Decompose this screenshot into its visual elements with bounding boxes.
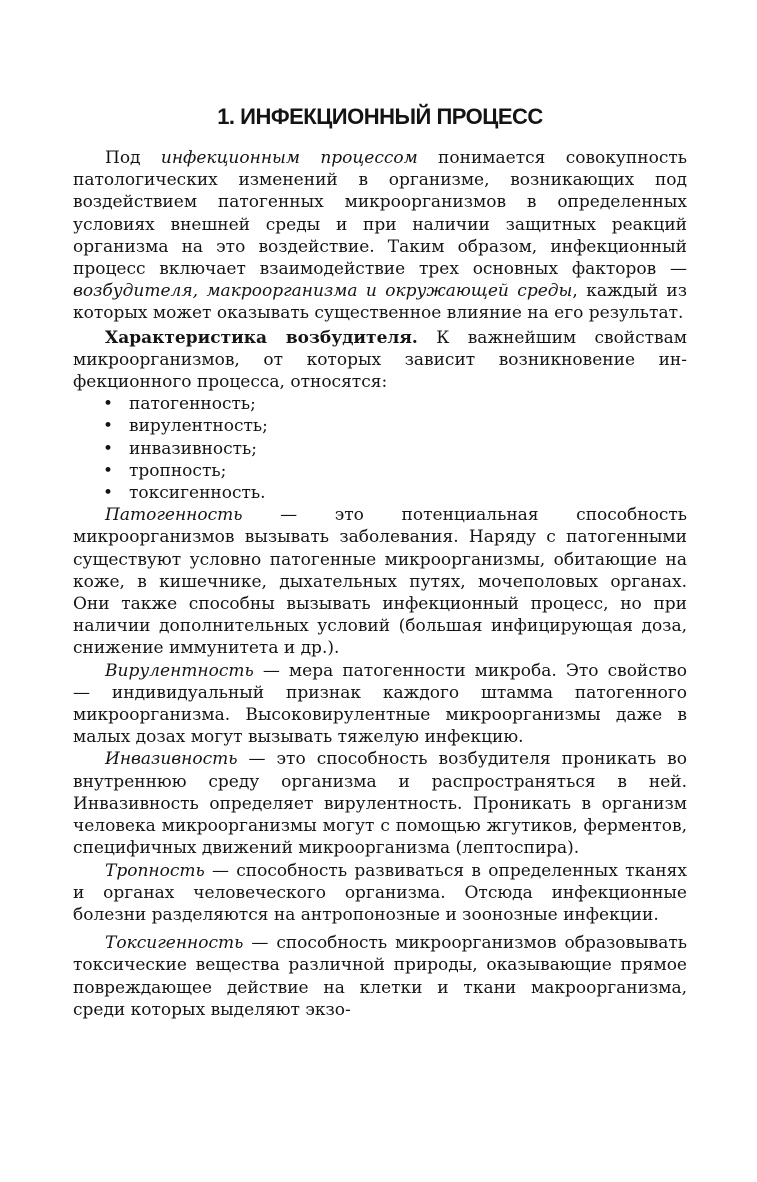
- term-virulence: Вирулентность: [105, 660, 254, 681]
- invasiveness-text: — это способность возбудителя проникать во внутреннюю среду организма и распространяться в ней. Инвазивность определяет вирулентность. Проникать в организм человека микроорганизмы могут с помощью жгутиков, ферментов, специфичных движений микроорганизма (лептоспира).: [73, 749, 687, 859]
- tropism-text: — способность развиваться в определенных тканях и органах человеческого организма. Отсюда инфекционные болезни разделяются на антропонозные и зоонозные инфекции.: [73, 860, 687, 925]
- toxigenicity-text: — способность микроорганизмов образовывать токсические вещества различной природы, оказывающие прямое повреждающее действие на клетки и ткани макроорганизма, среди которых выделяют экзо-: [73, 933, 687, 1020]
- list-item-text: токсигенность.: [129, 483, 266, 504]
- list-item: [103, 482, 687, 504]
- section-heading: Характеристика возбудителя.: [105, 327, 418, 348]
- tropism-paragraph: [73, 860, 687, 927]
- list-item-text: вирулентность;: [129, 416, 268, 437]
- invasiveness-paragraph: [73, 748, 687, 859]
- list-item: [103, 438, 687, 460]
- intro-text-3: , каждый из которых может оказывать существенное влияние на его результат.: [73, 281, 687, 324]
- intro-text-2: понимается совокупность патологических изменений в организме, возникающих под воздействием патогенных микроорганизмов в определенных условиях внешней среды и при наличии защитных реакций организма на это воздействие. Таким образом, инфекционный процесс включает взаимодействие трех основных факторов —: [73, 148, 687, 280]
- term-pathogenicity: Патогенность: [105, 505, 243, 526]
- virulence-paragraph: [73, 660, 687, 749]
- chapter-body: [73, 147, 687, 1021]
- bullet-icon: •: [103, 460, 114, 481]
- intro-term: инфекционным процессом: [160, 148, 418, 168]
- intro-text-1: Под: [105, 148, 161, 168]
- list-item: [103, 393, 687, 415]
- list-item-text: инвазивность;: [129, 438, 258, 459]
- bullet-icon: •: [103, 438, 114, 459]
- term-invasiveness: Инвазивность: [105, 749, 238, 770]
- list-item: [103, 415, 687, 437]
- pathogen-characteristics-paragraph: [73, 327, 687, 394]
- list-item-text: патогенность;: [129, 394, 256, 415]
- bullet-icon: •: [103, 483, 114, 504]
- list-item-text: тропность;: [129, 460, 227, 481]
- pathogenicity-paragraph: [73, 504, 687, 659]
- term-tropism: Тропность: [105, 860, 205, 881]
- intro-factors: возбудителя, макроорганизма и окружающей среды: [73, 281, 573, 302]
- page: [73, 104, 687, 1021]
- chapter-title: 1. ИНФЕКЦИОННЫЙ ПРОЦЕСС: [217, 104, 543, 129]
- virulence-text: — мера патогенности микроба. Это свойство — индивидуальный признак каждого штамма патогенного микроорганизма. Высоковирулентные микроорганизмы даже в малых дозах могут вызывать тяжелую инфекцию.: [73, 660, 687, 748]
- term-toxigenicity: Токсигенность: [105, 933, 244, 954]
- intro-paragraph: [73, 147, 687, 325]
- toxigenicity-paragraph: [73, 932, 687, 1021]
- section-text: К важнейшим свойствам микроорганизмов, от которых зависит возникновение инфекционного процесса, относятся:: [73, 327, 687, 393]
- bullet-icon: •: [103, 394, 114, 415]
- properties-list: [73, 393, 687, 504]
- bullet-icon: •: [103, 416, 114, 437]
- list-item: [103, 460, 687, 482]
- pathogenicity-text: — это потенциальная способность микроорганизмов вызывать заболевания. Наряду с патогенными существуют условно патогенные микроорганизмы, обитающие на коже, в кишечнике, дыхательных путях, мочеполовых органах. Они также способны вызывать инфекционный процесс, но при наличии дополнительных условий (большая инфицирующая доза, снижение иммунитета и др.).: [73, 505, 687, 659]
